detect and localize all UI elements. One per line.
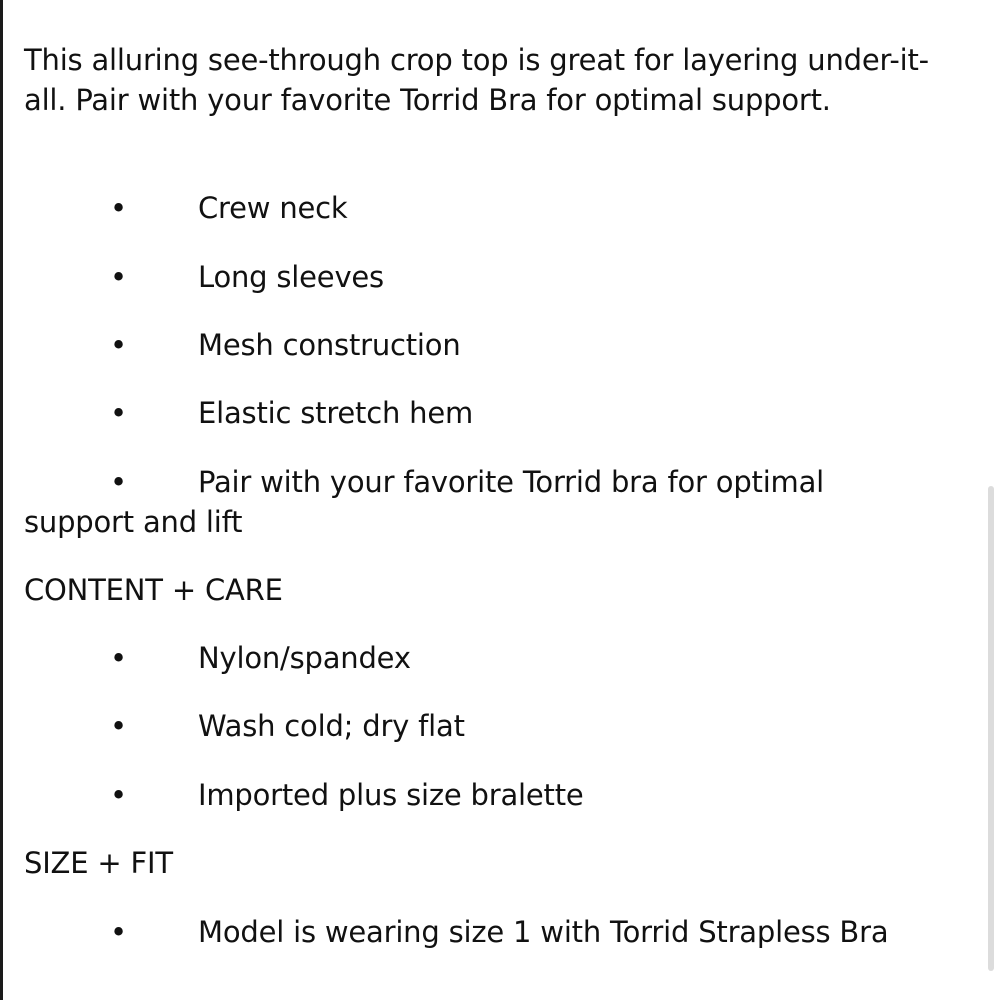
list-item-text: Long sleeves bbox=[198, 260, 384, 294]
list-item-text: Model is wearing size 1 with Torrid Strapless Bra bbox=[198, 915, 889, 949]
bullet-icon: • bbox=[110, 465, 127, 499]
bullet-icon: • bbox=[110, 778, 127, 812]
bullet-icon: • bbox=[110, 260, 127, 294]
list-item-text: Mesh construction bbox=[198, 328, 461, 362]
list-item bbox=[24, 462, 974, 542]
list-item bbox=[24, 706, 1000, 746]
intro-line-2: all. Pair with your favorite Torrid Bra for optimal support. bbox=[24, 83, 831, 117]
list-item-text: Elastic stretch hem bbox=[198, 396, 474, 430]
list-item bbox=[24, 393, 1000, 433]
bullet-icon: • bbox=[110, 915, 127, 949]
left-border bbox=[0, 0, 3, 1000]
list-item bbox=[24, 912, 1000, 952]
list-item bbox=[24, 638, 1000, 678]
list-item-text: Crew neck bbox=[198, 191, 348, 225]
intro-line-1: This alluring see-through crop top is great for layering under-it- bbox=[24, 43, 929, 77]
intro-paragraph bbox=[24, 40, 929, 120]
size-fit-heading: SIZE + FIT bbox=[24, 846, 173, 880]
list-item-text: Nylon/spandex bbox=[198, 641, 411, 675]
bullet-icon: • bbox=[110, 328, 127, 362]
content-care-heading: CONTENT + CARE bbox=[24, 573, 283, 607]
bullet-icon: • bbox=[110, 396, 127, 430]
bullet-icon: • bbox=[110, 641, 127, 675]
list-item-text: Imported plus size bralette bbox=[198, 778, 584, 812]
list-item-text: Pair with your favorite Torrid bra for optimal bbox=[198, 465, 825, 499]
list-item-text: Wash cold; dry flat bbox=[198, 709, 465, 743]
bullet-icon: • bbox=[110, 191, 127, 225]
list-item bbox=[24, 257, 1000, 297]
list-item bbox=[24, 775, 1000, 815]
list-item bbox=[24, 325, 1000, 365]
bullet-icon: • bbox=[110, 709, 127, 743]
list-item-text-continued: support and lift bbox=[24, 505, 243, 539]
list-item bbox=[24, 188, 1000, 228]
